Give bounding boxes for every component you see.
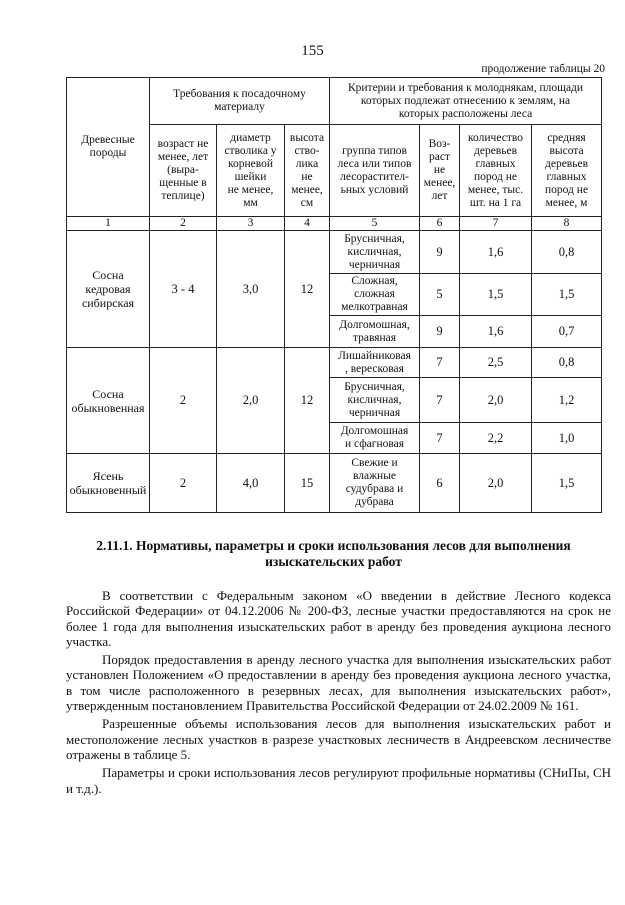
min-age: 6	[420, 454, 460, 513]
forest-type: Сложная, сложная мелкотравная	[330, 274, 420, 316]
tree-count: 2,2	[460, 423, 532, 454]
paragraph: Параметры и сроки использования лесов регулируют профильные нормативы (СНиПы, СН и т.д.).	[66, 765, 611, 796]
table-continuation-label: продолжение таблицы 20	[481, 63, 605, 75]
min-age: 9	[420, 231, 460, 274]
table-row	[67, 454, 602, 513]
average-height: 0,8	[532, 348, 602, 378]
subheader-average-height: средняя высота деревьев главных пород не менее, м	[532, 125, 602, 217]
planting-age: 2	[150, 348, 217, 454]
header-species: Древесные породы	[67, 78, 150, 217]
average-height: 1,0	[532, 423, 602, 454]
average-height: 0,8	[532, 231, 602, 274]
body-text	[66, 588, 611, 799]
planting-diameter: 2,0	[217, 348, 285, 454]
tree-count: 1,6	[460, 231, 532, 274]
average-height: 1,5	[532, 274, 602, 316]
forest-requirements-table	[66, 77, 602, 513]
average-height: 1,2	[532, 378, 602, 423]
average-height: 0,7	[532, 316, 602, 348]
subheader-forest-type: группа типов леса или типов лесорастител- ьных условий	[330, 125, 420, 217]
forest-type: Брусничная, кисличная, черничная	[330, 378, 420, 423]
column-number: 1	[67, 217, 150, 231]
tree-count: 1,6	[460, 316, 532, 348]
tree-count: 2,0	[460, 378, 532, 423]
forest-type: Долгомошная и сфагновая	[330, 423, 420, 454]
paragraph: В соответствии с Федеральным законом «О введении в действие Лесного кодекса Российской Федерации» от 04.12.2006 № 200-ФЗ, лесные участки предоставляются на срок не более 1 года для выполнения изыскательских работ в аренду без проведения аукциона лесного участка.	[66, 588, 611, 649]
forest-type: Лишайниковая , вересковая	[330, 348, 420, 378]
paragraph: Порядок предоставления в аренду лесного участка для выполнения изыскательских работ установлен Положением «О предоставлении в аренду без проведения аукциона лесного участка, в том числе расположенного в резервных лесах, для выполнения изыскательских работ», утвержденным постановлением Правительства Российской Федерации от 24.02.2009 № 161.	[66, 652, 611, 714]
paragraph: Разрешенные объемы использования лесов для выполнения изыскательских работ и местоположение лесных участков в разрезе участковых лесничеств в Андреевском лесничестве отражены в таблице 5.	[66, 716, 611, 762]
column-number: 6	[420, 217, 460, 231]
average-height: 1,5	[532, 454, 602, 513]
planting-diameter: 3,0	[217, 231, 285, 348]
tree-count: 2,0	[460, 454, 532, 513]
min-age: 5	[420, 274, 460, 316]
min-age: 7	[420, 378, 460, 423]
species-name: Ясень обыкновенный	[67, 454, 150, 513]
planting-age: 2	[150, 454, 217, 513]
header-planting-requirements: Требования к посадочному материалу	[150, 78, 330, 125]
tree-count: 2,5	[460, 348, 532, 378]
table-row	[67, 348, 602, 378]
planting-height: 12	[285, 231, 330, 348]
tree-count: 1,5	[460, 274, 532, 316]
planting-age: 3 - 4	[150, 231, 217, 348]
species-name: Сосна кедровая сибирская	[67, 231, 150, 348]
column-number: 5	[330, 217, 420, 231]
page-number: 155	[301, 43, 324, 59]
forest-type: Свежие и влажные судубрава и дубрава	[330, 454, 420, 513]
column-number: 4	[285, 217, 330, 231]
header-criteria: Критерии и требования к молоднякам, площади которых подлежат отнесению к землям, на которых расположены леса	[330, 78, 602, 125]
forest-type: Долгомошная, травяная	[330, 316, 420, 348]
subheader-diameter: диаметр стволика у корневой шейки не менее, мм	[217, 125, 285, 217]
subheader-age: возраст не менее, лет (выра- щенные в теплице)	[150, 125, 217, 217]
min-age: 7	[420, 423, 460, 454]
planting-height: 12	[285, 348, 330, 454]
column-number: 7	[460, 217, 532, 231]
subheader-tree-count: количество деревьев главных пород не менее, тыс. шт. на 1 га	[460, 125, 532, 217]
subheader-age-min: Воз- раст не менее, лет	[420, 125, 460, 217]
subheader-height: высота ство- лика не менее, см	[285, 125, 330, 217]
column-number: 8	[532, 217, 602, 231]
min-age: 7	[420, 348, 460, 378]
column-number: 3	[217, 217, 285, 231]
planting-diameter: 4,0	[217, 454, 285, 513]
forest-type: Брусничная, кисличная, черничная	[330, 231, 420, 274]
section-heading: 2.11.1. Нормативы, параметры и сроки использования лесов для выполнения изыскательских работ	[96, 538, 571, 569]
planting-height: 15	[285, 454, 330, 513]
min-age: 9	[420, 316, 460, 348]
species-name: Сосна обыкновенная	[67, 348, 150, 454]
column-number: 2	[150, 217, 217, 231]
table-row	[67, 231, 602, 274]
